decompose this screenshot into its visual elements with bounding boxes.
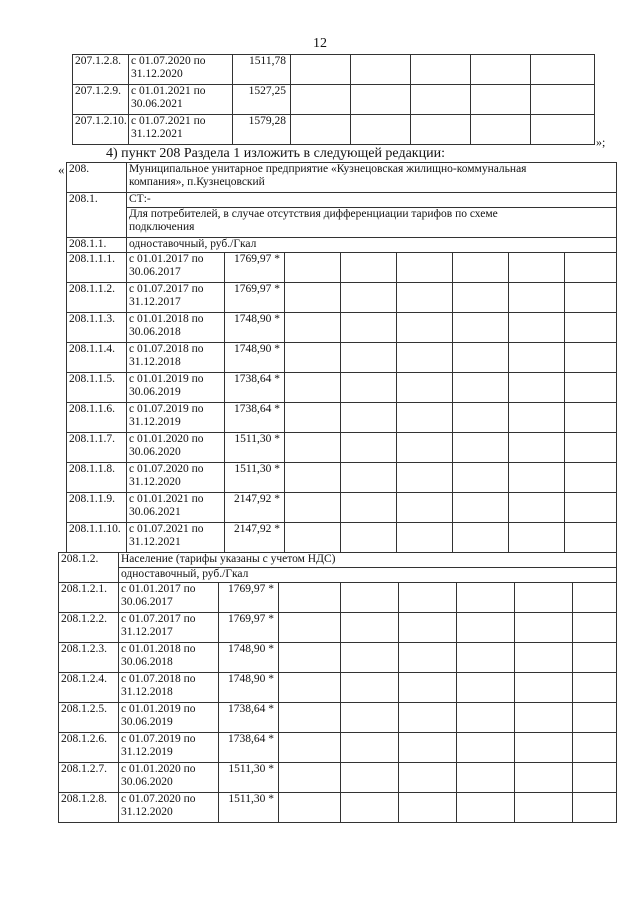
empty-cell bbox=[397, 343, 453, 373]
row-period bbox=[119, 673, 219, 703]
empty-cell bbox=[453, 433, 509, 463]
period-end: 30.06.2020 bbox=[121, 776, 173, 788]
row-code: 207.1.2.9. bbox=[73, 85, 129, 115]
empty-cell bbox=[457, 583, 515, 613]
period-start: с 01.07.2018 по bbox=[121, 673, 196, 685]
empty-cell bbox=[515, 703, 573, 733]
rate-type-label: одноставочный, руб./Гкал bbox=[127, 238, 617, 253]
row-period bbox=[119, 613, 219, 643]
empty-cell bbox=[573, 703, 617, 733]
tariff-row bbox=[59, 763, 617, 793]
period-start: с 01.07.2020 по bbox=[129, 463, 204, 475]
tariff-row bbox=[67, 433, 617, 463]
empty-cell bbox=[285, 433, 341, 463]
empty-cell bbox=[573, 643, 617, 673]
empty-cell bbox=[399, 583, 457, 613]
empty-cell bbox=[397, 313, 453, 343]
empty-cell bbox=[341, 583, 399, 613]
empty-cell bbox=[341, 493, 397, 523]
rate-type-code: 208.1.1. bbox=[67, 238, 127, 253]
period-start: с 01.01.2017 по bbox=[129, 253, 204, 265]
subsection-code: 208.1. bbox=[67, 193, 127, 238]
empty-cell bbox=[509, 373, 565, 403]
empty-cell bbox=[285, 253, 341, 283]
empty-cell bbox=[399, 613, 457, 643]
row-value: 1738,64 * bbox=[219, 703, 279, 733]
tariff-row bbox=[67, 373, 617, 403]
row-code: 208.1.1.1. bbox=[67, 253, 127, 283]
empty-cell bbox=[573, 733, 617, 763]
row-code: 208.1.1.3. bbox=[67, 313, 127, 343]
empty-cell bbox=[341, 433, 397, 463]
empty-cell bbox=[471, 115, 531, 145]
empty-cell bbox=[453, 313, 509, 343]
empty-cell bbox=[453, 343, 509, 373]
period-end: 30.06.2019 bbox=[129, 386, 181, 398]
row-code: 207.1.2.8. bbox=[73, 55, 129, 85]
row-code: 208.1.2.7. bbox=[59, 763, 119, 793]
subsection-row bbox=[67, 193, 617, 208]
row-value: 1748,90 * bbox=[225, 343, 285, 373]
empty-cell bbox=[453, 523, 509, 553]
period-start: с 01.01.2017 по bbox=[121, 583, 196, 595]
row-code: 208.1.1.10. bbox=[67, 523, 127, 553]
row-code: 208.1.1.2. bbox=[67, 283, 127, 313]
empty-cell bbox=[291, 85, 351, 115]
row-period bbox=[129, 55, 233, 85]
row-code: 208.1.2.8. bbox=[59, 793, 119, 823]
empty-cell bbox=[399, 763, 457, 793]
tariff-row bbox=[73, 85, 595, 115]
empty-cell bbox=[399, 793, 457, 823]
period-start: с 01.07.2021 по bbox=[129, 523, 204, 535]
tariff-row bbox=[67, 463, 617, 493]
population-code: 208.1.2. bbox=[59, 553, 119, 583]
period-end: 31.12.2021 bbox=[131, 128, 183, 140]
row-value: 1769,97 * bbox=[225, 283, 285, 313]
row-value: 1769,97 * bbox=[219, 583, 279, 613]
row-period bbox=[119, 763, 219, 793]
empty-cell bbox=[453, 403, 509, 433]
empty-cell bbox=[565, 523, 617, 553]
empty-cell bbox=[279, 703, 341, 733]
period-end: 30.06.2018 bbox=[129, 326, 181, 338]
empty-cell bbox=[399, 703, 457, 733]
row-period bbox=[119, 733, 219, 763]
empty-cell bbox=[351, 85, 411, 115]
empty-cell bbox=[285, 343, 341, 373]
empty-cell bbox=[453, 463, 509, 493]
population-label: Население (тарифы указаны с учетом НДС) bbox=[119, 553, 617, 568]
empty-cell bbox=[285, 373, 341, 403]
row-period bbox=[127, 463, 225, 493]
empty-cell bbox=[565, 313, 617, 343]
row-code: 208.1.2.6. bbox=[59, 733, 119, 763]
row-period bbox=[119, 793, 219, 823]
period-start: с 01.01.2018 по bbox=[129, 313, 204, 325]
empty-cell bbox=[457, 793, 515, 823]
empty-cell bbox=[285, 523, 341, 553]
period-end: 31.12.2020 bbox=[121, 806, 173, 818]
tariff-row bbox=[59, 673, 617, 703]
row-code: 207.1.2.10. bbox=[73, 115, 129, 145]
empty-cell bbox=[341, 343, 397, 373]
period-start: с 01.01.2018 по bbox=[121, 643, 196, 655]
empty-cell bbox=[565, 373, 617, 403]
period-start: с 01.01.2020 по bbox=[129, 433, 204, 445]
empty-cell bbox=[471, 55, 531, 85]
period-end: 30.06.2021 bbox=[131, 98, 183, 110]
period-start: с 01.07.2020 по bbox=[131, 55, 206, 67]
empty-cell bbox=[279, 643, 341, 673]
empty-cell bbox=[565, 463, 617, 493]
empty-cell bbox=[351, 115, 411, 145]
empty-cell bbox=[341, 763, 399, 793]
row-value: 1511,30 * bbox=[219, 793, 279, 823]
empty-cell bbox=[285, 463, 341, 493]
empty-cell bbox=[279, 733, 341, 763]
closing-quote: »; bbox=[596, 135, 606, 149]
organization-line-1: Муниципальное унитарное предприятие «Кузнецовская жилищно-коммунальная bbox=[129, 163, 527, 175]
row-code: 208.1.1.9. bbox=[67, 493, 127, 523]
row-value: 1769,97 * bbox=[219, 613, 279, 643]
empty-cell bbox=[573, 793, 617, 823]
empty-cell bbox=[457, 733, 515, 763]
empty-cell bbox=[509, 253, 565, 283]
empty-cell bbox=[453, 283, 509, 313]
top-tariff-table bbox=[72, 54, 595, 145]
section-208-table bbox=[66, 162, 617, 553]
row-value: 1511,78 bbox=[233, 55, 291, 85]
empty-cell bbox=[279, 613, 341, 643]
row-value: 1769,97 * bbox=[225, 253, 285, 283]
consumers-label bbox=[127, 208, 617, 238]
empty-cell bbox=[341, 523, 397, 553]
row-value: 1748,90 * bbox=[219, 643, 279, 673]
page-number: 12 bbox=[313, 36, 327, 51]
row-code: 208.1.1.4. bbox=[67, 343, 127, 373]
row-period bbox=[119, 703, 219, 733]
empty-cell bbox=[509, 523, 565, 553]
empty-cell bbox=[397, 523, 453, 553]
tariff-row bbox=[67, 283, 617, 313]
empty-cell bbox=[531, 85, 595, 115]
empty-cell bbox=[341, 613, 399, 643]
empty-cell bbox=[341, 643, 399, 673]
row-value: 1511,30 * bbox=[225, 463, 285, 493]
empty-cell bbox=[341, 673, 399, 703]
organization-line-2: компания», п.Кузнецовский bbox=[129, 176, 265, 188]
row-value: 1527,25 bbox=[233, 85, 291, 115]
population-header-row bbox=[59, 553, 617, 568]
row-value: 1738,64 * bbox=[219, 733, 279, 763]
empty-cell bbox=[341, 373, 397, 403]
empty-cell bbox=[509, 493, 565, 523]
period-start: с 01.07.2017 по bbox=[121, 613, 196, 625]
row-period bbox=[119, 643, 219, 673]
row-code: 208.1.1.8. bbox=[67, 463, 127, 493]
empty-cell bbox=[285, 493, 341, 523]
empty-cell bbox=[291, 115, 351, 145]
empty-cell bbox=[565, 433, 617, 463]
period-start: с 01.07.2020 по bbox=[121, 793, 196, 805]
empty-cell bbox=[531, 55, 595, 85]
tariff-row bbox=[73, 55, 595, 85]
empty-cell bbox=[341, 733, 399, 763]
empty-cell bbox=[341, 253, 397, 283]
empty-cell bbox=[285, 403, 341, 433]
row-period bbox=[127, 313, 225, 343]
period-end: 31.12.2017 bbox=[121, 626, 173, 638]
row-code: 208.1.2.5. bbox=[59, 703, 119, 733]
population-rate-row bbox=[59, 568, 617, 583]
row-period bbox=[127, 373, 225, 403]
empty-cell bbox=[509, 433, 565, 463]
tariff-row bbox=[67, 493, 617, 523]
row-value: 1748,90 * bbox=[219, 673, 279, 703]
empty-cell bbox=[279, 583, 341, 613]
period-start: с 01.07.2021 по bbox=[131, 115, 206, 127]
empty-cell bbox=[515, 583, 573, 613]
period-end: 31.12.2018 bbox=[129, 356, 181, 368]
consumers-row bbox=[67, 208, 617, 238]
period-end: 30.06.2018 bbox=[121, 656, 173, 668]
empty-cell bbox=[411, 85, 471, 115]
empty-cell bbox=[411, 55, 471, 85]
period-start: с 01.07.2019 по bbox=[121, 733, 196, 745]
row-value: 1511,30 * bbox=[225, 433, 285, 463]
row-period bbox=[129, 85, 233, 115]
period-end: 31.12.2018 bbox=[121, 686, 173, 698]
empty-cell bbox=[509, 343, 565, 373]
empty-cell bbox=[279, 793, 341, 823]
empty-cell bbox=[565, 283, 617, 313]
empty-cell bbox=[341, 313, 397, 343]
tariff-row bbox=[59, 793, 617, 823]
row-value: 2147,92 * bbox=[225, 523, 285, 553]
empty-cell bbox=[515, 643, 573, 673]
period-start: с 01.01.2019 по bbox=[129, 373, 204, 385]
empty-cell bbox=[341, 283, 397, 313]
empty-cell bbox=[351, 55, 411, 85]
row-value: 1738,64 * bbox=[225, 373, 285, 403]
row-value: 1738,64 * bbox=[225, 403, 285, 433]
empty-cell bbox=[509, 463, 565, 493]
empty-cell bbox=[573, 763, 617, 793]
empty-cell bbox=[399, 643, 457, 673]
tariff-row bbox=[59, 583, 617, 613]
period-start: с 01.01.2020 по bbox=[121, 763, 196, 775]
population-table bbox=[58, 552, 617, 823]
empty-cell bbox=[531, 115, 595, 145]
period-end: 31.12.2019 bbox=[129, 416, 181, 428]
consumers-line-1: Для потребителей, в случае отсутствия дифференциации тарифов по схеме bbox=[129, 208, 498, 220]
row-period bbox=[129, 115, 233, 145]
rate-type-row bbox=[67, 238, 617, 253]
section-code: 208. bbox=[67, 163, 127, 193]
row-period bbox=[127, 253, 225, 283]
empty-cell bbox=[397, 463, 453, 493]
empty-cell bbox=[341, 403, 397, 433]
empty-cell bbox=[515, 763, 573, 793]
empty-cell bbox=[453, 493, 509, 523]
empty-cell bbox=[573, 673, 617, 703]
empty-cell bbox=[291, 55, 351, 85]
empty-cell bbox=[457, 673, 515, 703]
empty-cell bbox=[471, 85, 531, 115]
period-start: с 01.01.2021 по bbox=[131, 85, 206, 97]
period-start: с 01.07.2019 по bbox=[129, 403, 204, 415]
period-end: 30.06.2020 bbox=[129, 446, 181, 458]
empty-cell bbox=[457, 763, 515, 793]
amendment-statement: 4) пункт 208 Раздела 1 изложить в следующей редакции: bbox=[106, 146, 445, 161]
tariff-row bbox=[67, 523, 617, 553]
tariff-row bbox=[67, 313, 617, 343]
row-period bbox=[127, 433, 225, 463]
row-code: 208.1.2.4. bbox=[59, 673, 119, 703]
tariff-row bbox=[67, 253, 617, 283]
period-start: с 01.07.2017 по bbox=[129, 283, 204, 295]
period-end: 30.06.2017 bbox=[129, 266, 181, 278]
tariff-row bbox=[59, 703, 617, 733]
empty-cell bbox=[565, 493, 617, 523]
empty-cell bbox=[399, 733, 457, 763]
row-value: 1511,30 * bbox=[219, 763, 279, 793]
empty-cell bbox=[515, 673, 573, 703]
empty-cell bbox=[515, 793, 573, 823]
row-code: 208.1.2.3. bbox=[59, 643, 119, 673]
period-end: 31.12.2020 bbox=[129, 476, 181, 488]
empty-cell bbox=[453, 253, 509, 283]
row-value: 1579,28 bbox=[233, 115, 291, 145]
row-period bbox=[127, 493, 225, 523]
tariff-row bbox=[73, 115, 595, 145]
section-header-row bbox=[67, 163, 617, 193]
empty-cell bbox=[397, 253, 453, 283]
empty-cell bbox=[509, 403, 565, 433]
row-value: 1748,90 * bbox=[225, 313, 285, 343]
empty-cell bbox=[279, 673, 341, 703]
subsection-label: СТ:- bbox=[127, 193, 617, 208]
opening-quote: « bbox=[58, 162, 65, 177]
empty-cell bbox=[285, 283, 341, 313]
population-rate-label: одноставочный, руб./Гкал bbox=[119, 568, 617, 583]
row-period bbox=[127, 523, 225, 553]
consumers-line-2: подключения bbox=[129, 221, 195, 233]
tariff-row bbox=[59, 643, 617, 673]
period-end: 31.12.2021 bbox=[129, 536, 181, 548]
row-value: 2147,92 * bbox=[225, 493, 285, 523]
empty-cell bbox=[515, 613, 573, 643]
empty-cell bbox=[397, 373, 453, 403]
empty-cell bbox=[285, 313, 341, 343]
empty-cell bbox=[565, 403, 617, 433]
row-code: 208.1.1.6. bbox=[67, 403, 127, 433]
row-code: 208.1.1.7. bbox=[67, 433, 127, 463]
empty-cell bbox=[457, 643, 515, 673]
empty-cell bbox=[411, 115, 471, 145]
row-period bbox=[127, 343, 225, 373]
period-end: 30.06.2017 bbox=[121, 596, 173, 608]
period-end: 31.12.2020 bbox=[131, 68, 183, 80]
row-code: 208.1.2.1. bbox=[59, 583, 119, 613]
period-start: с 01.01.2019 по bbox=[121, 703, 196, 715]
empty-cell bbox=[565, 253, 617, 283]
empty-cell bbox=[397, 433, 453, 463]
empty-cell bbox=[341, 463, 397, 493]
empty-cell bbox=[565, 343, 617, 373]
empty-cell bbox=[457, 613, 515, 643]
empty-cell bbox=[279, 763, 341, 793]
empty-cell bbox=[457, 703, 515, 733]
empty-cell bbox=[397, 493, 453, 523]
empty-cell bbox=[399, 673, 457, 703]
row-code: 208.1.1.5. bbox=[67, 373, 127, 403]
row-code: 208.1.2.2. bbox=[59, 613, 119, 643]
empty-cell bbox=[509, 283, 565, 313]
empty-cell bbox=[509, 313, 565, 343]
empty-cell bbox=[453, 373, 509, 403]
period-start: с 01.07.2018 по bbox=[129, 343, 204, 355]
empty-cell bbox=[341, 703, 399, 733]
empty-cell bbox=[573, 613, 617, 643]
period-end: 31.12.2019 bbox=[121, 746, 173, 758]
tariff-row bbox=[67, 403, 617, 433]
organization-name bbox=[127, 163, 617, 193]
tariff-row bbox=[67, 343, 617, 373]
tariff-row bbox=[59, 613, 617, 643]
row-period bbox=[127, 403, 225, 433]
empty-cell bbox=[573, 583, 617, 613]
row-period bbox=[127, 283, 225, 313]
period-start: с 01.01.2021 по bbox=[129, 493, 204, 505]
empty-cell bbox=[397, 403, 453, 433]
row-period bbox=[119, 583, 219, 613]
period-end: 30.06.2021 bbox=[129, 506, 181, 518]
period-end: 31.12.2017 bbox=[129, 296, 181, 308]
empty-cell bbox=[515, 733, 573, 763]
empty-cell bbox=[341, 793, 399, 823]
tariff-row bbox=[59, 733, 617, 763]
empty-cell bbox=[397, 283, 453, 313]
period-end: 30.06.2019 bbox=[121, 716, 173, 728]
